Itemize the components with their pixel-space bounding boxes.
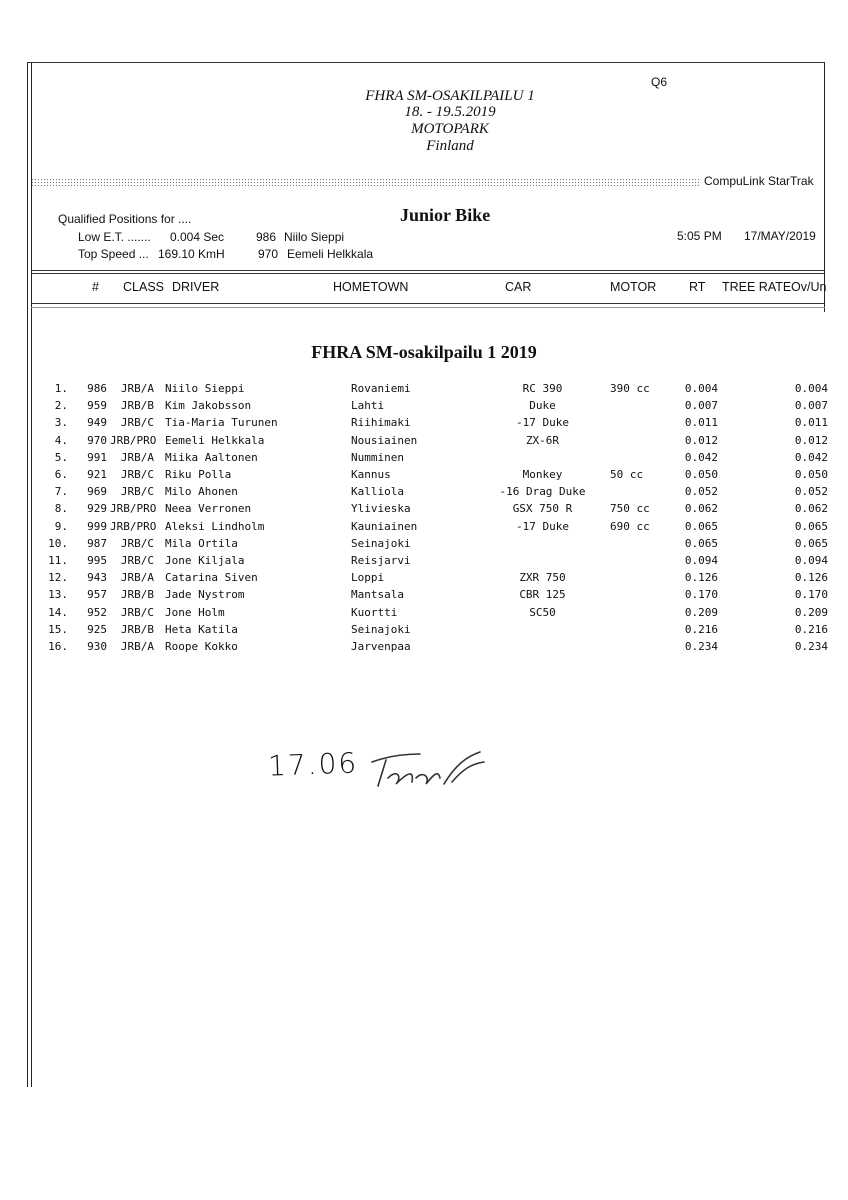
cell-driver: Jade Nystrom xyxy=(165,588,245,602)
cell-ovun: 0.065 xyxy=(794,536,828,550)
cell-num: 987 xyxy=(87,536,107,550)
cell-num: 943 xyxy=(87,571,107,585)
cell-driver: Roope Kokko xyxy=(165,640,238,653)
cell-driver: Milo Ahonen xyxy=(165,485,238,499)
cell-cls: JRB/B xyxy=(120,588,154,602)
system-name: CompuLink StarTrak xyxy=(704,174,814,188)
top-speed-label: Top Speed ... xyxy=(78,247,149,261)
table-row xyxy=(0,588,848,605)
cell-hometown: Jarvenpaa xyxy=(351,640,411,653)
cell-num: 986 xyxy=(87,382,107,395)
cell-hometown: Ylivieska xyxy=(351,502,411,516)
cell-pos: 15. xyxy=(48,622,68,636)
cell-num: 929 xyxy=(87,502,107,516)
cell-motor: 690 cc xyxy=(610,519,650,533)
cell-cls: JRB/C xyxy=(120,416,154,430)
cell-cls: JRB/PRO xyxy=(110,502,157,516)
cell-num: 952 xyxy=(87,605,107,619)
low-et-number: 986 xyxy=(256,230,277,244)
top-speed-number: 970 xyxy=(258,247,279,261)
cell-driver: Neea Verronen xyxy=(165,502,252,516)
cell-rt: 0.011 xyxy=(684,416,718,430)
cell-driver: Heta Katila xyxy=(165,622,238,636)
cell-cls: JRB/C xyxy=(120,605,154,619)
handwritten-note: 17.06 xyxy=(267,746,359,783)
cell-driver: Jone Kiljala xyxy=(165,554,245,567)
cell-ovun: 0.216 xyxy=(794,622,828,636)
col-rt: RT xyxy=(689,280,706,294)
header-rule-top-2 xyxy=(31,273,825,274)
cell-ovun: 0.209 xyxy=(794,605,828,619)
cell-car: CBR 125 xyxy=(519,588,566,602)
cell-rt: 0.170 xyxy=(684,588,718,602)
cell-rt: 0.004 xyxy=(684,382,718,395)
class-title: Junior Bike xyxy=(400,205,491,225)
header-rule-top xyxy=(31,270,825,271)
table-row xyxy=(0,485,848,502)
cell-rt: 0.209 xyxy=(684,605,718,619)
cell-rt: 0.065 xyxy=(684,536,718,550)
cell-cls: JRB/C xyxy=(120,536,154,550)
cell-hometown: Seinajoki xyxy=(351,536,411,550)
cell-num: 999 xyxy=(87,519,107,533)
col-num: # xyxy=(92,280,99,294)
cell-pos: 2. xyxy=(54,399,68,413)
col-tree-rate: TREE RATE xyxy=(722,280,792,294)
section-title: FHRA SM-osakilpailu 1 2019 xyxy=(311,342,537,362)
cell-rt: 0.012 xyxy=(684,433,718,447)
table-row xyxy=(0,623,848,640)
cell-car: ZXR 750 xyxy=(519,571,566,585)
cell-cls: JRB/B xyxy=(120,399,154,413)
cell-cls: JRB/B xyxy=(120,622,154,636)
cell-cls: JRB/PRO xyxy=(110,519,157,533)
table-row xyxy=(0,554,848,571)
cell-rt: 0.216 xyxy=(684,622,718,636)
table-row xyxy=(0,451,848,468)
table-row xyxy=(0,416,848,433)
cell-ovun: 0.065 xyxy=(794,519,828,533)
table-row xyxy=(0,606,848,623)
cell-ovun: 0.062 xyxy=(794,502,828,516)
cell-cls: JRB/A xyxy=(120,450,154,464)
cell-num: 949 xyxy=(87,416,107,430)
cell-cls: JRB/A xyxy=(120,571,154,585)
cell-pos: 11. xyxy=(48,554,68,567)
cell-ovun: 0.007 xyxy=(794,399,828,413)
table-row xyxy=(0,640,848,657)
cell-motor: 50 cc xyxy=(610,468,644,481)
cell-cls: JRB/C xyxy=(120,485,154,499)
cell-rt: 0.234 xyxy=(684,640,718,653)
cell-hometown: Kalliola xyxy=(351,485,404,499)
cell-car: SC50 xyxy=(529,605,556,619)
cell-cls: JRB/PRO xyxy=(110,433,157,447)
top-speed-value: 169.10 KmH xyxy=(158,247,225,261)
cell-hometown: Seinajoki xyxy=(351,622,411,636)
cell-cls: JRB/A xyxy=(120,640,154,653)
cell-car: Monkey xyxy=(522,468,563,481)
table-row xyxy=(0,502,848,519)
signature xyxy=(368,748,488,790)
cell-hometown: Mantsala xyxy=(351,588,404,602)
cell-cls: JRB/C xyxy=(120,468,154,481)
cell-hometown: Rovaniemi xyxy=(351,382,411,395)
cell-driver: Miika Aaltonen xyxy=(165,450,258,464)
cell-ovun: 0.052 xyxy=(794,485,828,499)
cell-car: RC 390 xyxy=(522,382,563,395)
table-row xyxy=(0,520,848,537)
report-time: 5:05 PM xyxy=(677,229,722,243)
event-country: Finland xyxy=(426,138,474,154)
cell-hometown: Kannus xyxy=(351,468,391,481)
cell-num: 921 xyxy=(87,468,107,481)
cell-cls: JRB/A xyxy=(120,382,154,395)
event-dates: 18. - 19.5.2019 xyxy=(404,104,496,120)
cell-num: 969 xyxy=(87,485,107,499)
cell-pos: 16. xyxy=(48,640,68,653)
frame-right xyxy=(824,62,825,312)
cell-pos: 10. xyxy=(48,536,68,550)
cell-rt: 0.050 xyxy=(684,468,718,481)
cell-pos: 3. xyxy=(54,416,68,430)
cell-rt: 0.126 xyxy=(684,571,718,585)
cell-driver: Tia-Maria Turunen xyxy=(165,416,278,430)
cell-pos: 6. xyxy=(54,468,68,481)
qualified-label: Qualified Positions for .... xyxy=(58,212,192,226)
col-hometown: HOMETOWN xyxy=(333,280,409,294)
low-et-value: 0.004 Sec xyxy=(170,230,225,244)
table-row xyxy=(0,434,848,451)
col-driver: DRIVER xyxy=(172,280,220,294)
event-title: FHRA SM-OSAKILPAILU 1 xyxy=(365,88,535,104)
cell-pos: 12. xyxy=(48,571,68,585)
cell-pos: 13. xyxy=(48,588,68,602)
dotted-separator xyxy=(31,178,701,186)
cell-driver: Catarina Siven xyxy=(165,571,258,585)
top-speed-driver: Eemeli Helkkala xyxy=(287,247,374,261)
table-row xyxy=(0,571,848,588)
cell-num: 991 xyxy=(87,450,107,464)
page-code: Q6 xyxy=(651,75,668,89)
col-motor: MOTOR xyxy=(610,280,657,294)
cell-pos: 1. xyxy=(54,382,68,395)
cell-ovun: 0.050 xyxy=(794,468,828,481)
table-row xyxy=(0,537,848,554)
cell-ovun: 0.004 xyxy=(794,382,828,395)
cell-car: ZX-6R xyxy=(525,433,560,447)
low-et-label: Low E.T. ....... xyxy=(78,230,151,244)
cell-pos: 4. xyxy=(54,433,68,447)
cell-driver: Riku Polla xyxy=(165,468,232,481)
cell-ovun: 0.012 xyxy=(794,433,828,447)
header-rule-bottom xyxy=(31,303,825,304)
cell-pos: 14. xyxy=(48,605,68,619)
cell-hometown: Numminen xyxy=(351,450,404,464)
cell-driver: Aleksi Lindholm xyxy=(165,519,265,533)
cell-rt: 0.007 xyxy=(684,399,718,413)
cell-driver: Jone Holm xyxy=(165,605,225,619)
header-rule-bottom-2 xyxy=(31,307,825,308)
cell-car: -16 Drag Duke xyxy=(499,485,586,499)
cell-motor: 390 cc xyxy=(610,382,650,395)
cell-hometown: Loppi xyxy=(351,571,385,585)
col-car: CAR xyxy=(505,280,532,294)
cell-car: -17 Duke xyxy=(516,416,569,430)
col-class: CLASS xyxy=(123,280,164,294)
cell-pos: 8. xyxy=(54,502,68,516)
cell-ovun: 0.170 xyxy=(794,588,828,602)
cell-driver: Mila Ortila xyxy=(165,536,238,550)
report-date: 17/MAY/2019 xyxy=(744,229,816,243)
cell-car: Duke xyxy=(529,399,556,413)
cell-num: 957 xyxy=(87,588,107,602)
cell-rt: 0.062 xyxy=(684,502,718,516)
table-row xyxy=(0,399,848,416)
cell-ovun: 0.126 xyxy=(794,571,828,585)
cell-hometown: Lahti xyxy=(351,399,385,413)
cell-num: 970 xyxy=(87,433,107,447)
cell-pos: 7. xyxy=(54,485,68,499)
cell-pos: 5. xyxy=(54,450,68,464)
frame-top xyxy=(27,62,825,63)
low-et-driver: Niilo Sieppi xyxy=(284,230,345,244)
cell-car: GSX 750 R xyxy=(512,502,573,516)
cell-driver: Eemeli Helkkala xyxy=(165,433,265,447)
cell-rt: 0.094 xyxy=(684,554,718,567)
cell-rt: 0.065 xyxy=(684,519,718,533)
cell-ovun: 0.094 xyxy=(794,554,828,567)
cell-driver: Kim Jakobsson xyxy=(165,399,252,413)
col-ovun: Ov/Un xyxy=(791,280,827,294)
cell-hometown: Riihimaki xyxy=(351,416,411,430)
cell-num: 930 xyxy=(87,640,107,653)
cell-car: -17 Duke xyxy=(516,519,569,533)
cell-pos: 9. xyxy=(54,519,68,533)
cell-rt: 0.042 xyxy=(684,450,718,464)
cell-ovun: 0.042 xyxy=(794,450,828,464)
table-row xyxy=(0,382,848,399)
cell-motor: 750 cc xyxy=(610,502,650,516)
cell-num: 995 xyxy=(87,554,107,567)
cell-driver: Niilo Sieppi xyxy=(165,382,245,395)
cell-rt: 0.052 xyxy=(684,485,718,499)
cell-hometown: Kuortti xyxy=(351,605,398,619)
cell-hometown: Reisjarvi xyxy=(351,554,411,567)
event-venue: MOTOPARK xyxy=(411,121,489,137)
cell-num: 959 xyxy=(87,399,107,413)
table-row xyxy=(0,468,848,485)
cell-ovun: 0.011 xyxy=(794,416,828,430)
cell-hometown: Nousiainen xyxy=(351,433,418,447)
cell-cls: JRB/C xyxy=(120,554,154,567)
cell-hometown: Kauniainen xyxy=(351,519,418,533)
cell-num: 925 xyxy=(87,622,107,636)
cell-ovun: 0.234 xyxy=(794,640,828,653)
